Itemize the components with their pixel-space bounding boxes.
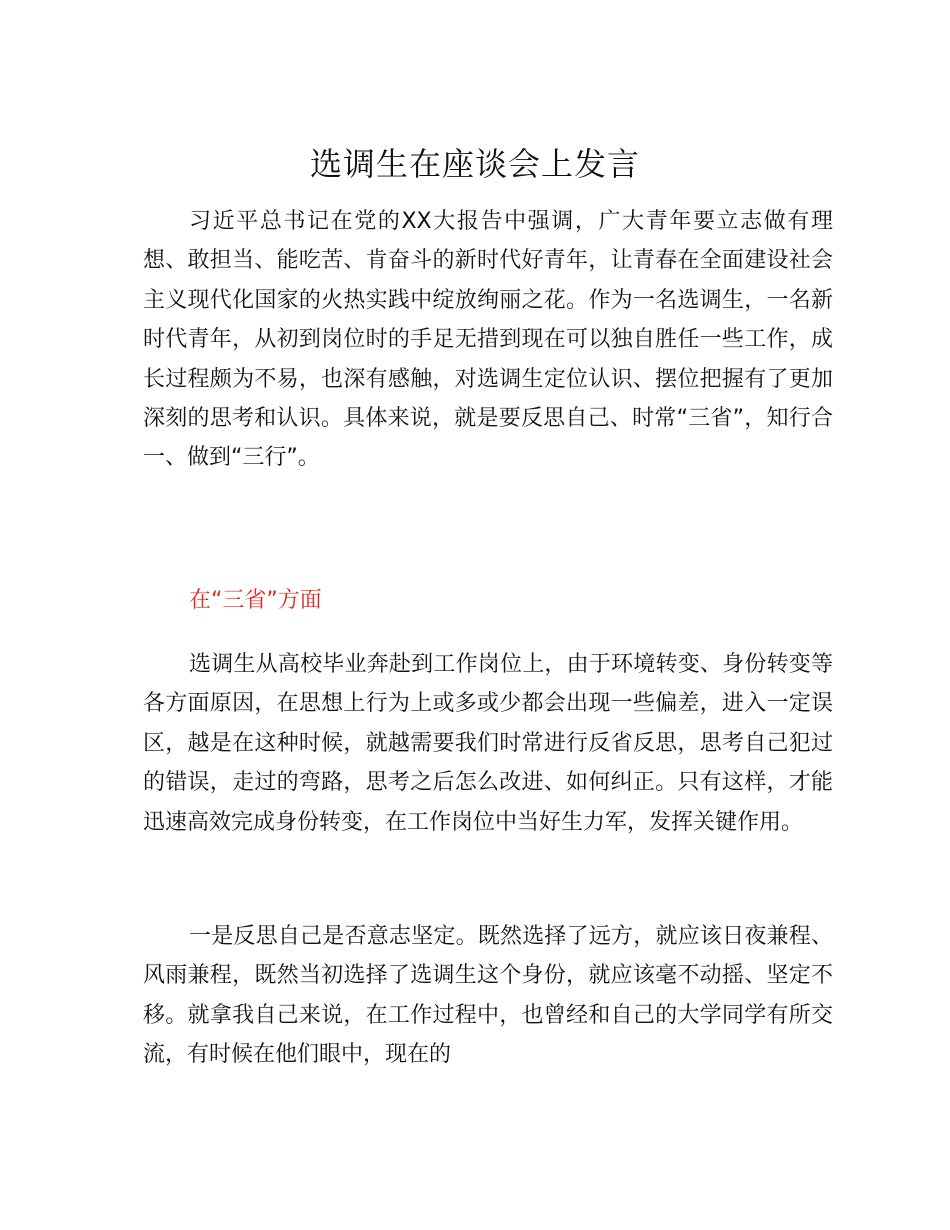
page-title: 选调生在座谈会上发言 — [309, 145, 640, 183]
section-heading: 在“三省”方面 — [189, 588, 322, 613]
point-one-paragraph: 一是反思自己是否意志坚定。既然选择了远方，就应该日夜兼程、风雨兼程，既然当初选择了选调生这个身份，就应该毫不动摇、坚定不移。就拿我自己来说，在工作过程中，也曾经和自己的大学同学有所交流，有时候在他们眼中，现在的 — [143, 924, 833, 1068]
section-paragraph: 选调生从高校毕业奔赴到工作岗位上，由于环境转变、身份转变等各方面原因，在思想上行为上或多或少都会出现一些偏差，进入一定误区，越是在这种时候，就越需要我们时常进行反省反思，思考自己犯过的错误，走过的弯路，思考之后怎么改进、如何纠正。只有这样，才能迅速高效完成身份转变，在工作岗位中当好生力军，发挥关键作用。 — [143, 652, 833, 835]
intro-paragraph: 习近平总书记在党的XX大报告中强调，广大青年要立志做有理想、敢担当、能吃苦、肯奋斗的新时代好青年，让青春在全面建设社会主义现代化国家的火热实践中绽放绚丽之花。作为一名选调生，一名新时代青年，从初到岗位时的手足无措到现在可以独自胜任一些工作，成长过程颇为不易，也深有感触，对选调生定位认识、摆位把握有了更加深刻的思考和认识。具体来说，就是要反思自己、时常“三省”，知行合一、做到“三行”。 — [143, 209, 833, 471]
